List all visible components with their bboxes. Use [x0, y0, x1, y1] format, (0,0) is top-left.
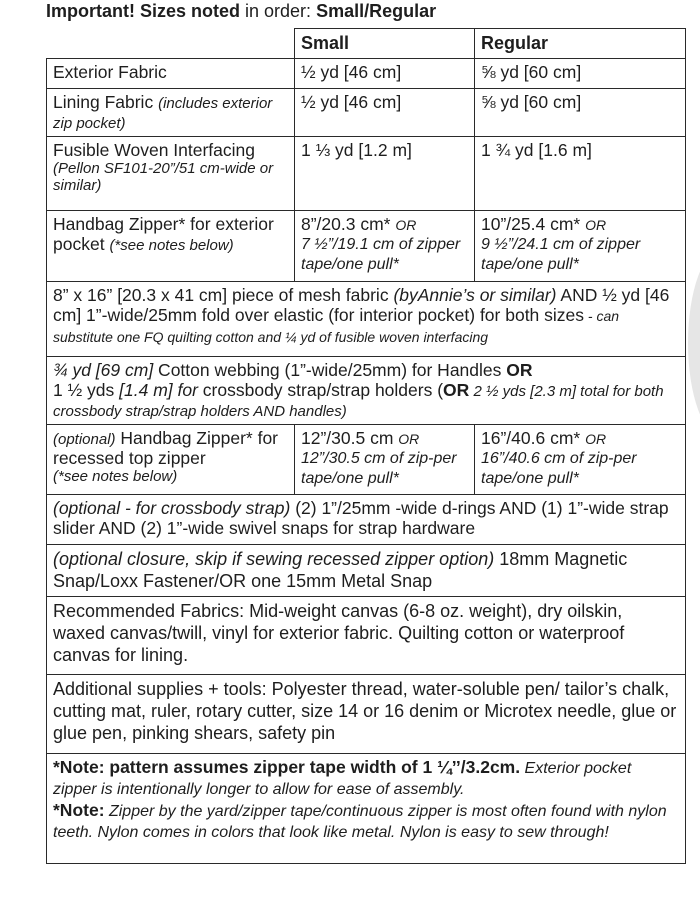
value-small: 1 ⅓ yd [1.2 m]: [295, 137, 475, 211]
closure-row: [47, 545, 686, 597]
dring-row: [47, 495, 686, 545]
notes-row: [47, 754, 686, 864]
heading-order: Small/Regular: [316, 1, 437, 21]
row-label: Handbag Zipper* for exterior pocket: [53, 214, 274, 254]
table-row: [47, 59, 686, 89]
value-small: 12”/30.5 cm: [301, 428, 394, 448]
row-note: (*see notes below): [53, 468, 178, 485]
value-regular: ⅝ yd [60 cm]: [475, 89, 686, 137]
column-small: Small: [295, 29, 475, 59]
row-note: (Pellon SF101-20”/51 cm-wide or similar): [53, 160, 274, 194]
value-regular-alt: 16”/40.6 cm of zip-per tape/one pull*: [481, 450, 637, 487]
mesh-row: [47, 282, 686, 357]
row-label: Exterior Fabric: [47, 59, 295, 89]
table-row: [47, 754, 686, 864]
column-regular: Regular: [475, 29, 686, 59]
note-1-bold: *Note: pattern assumes zipper tape width of 1 ¼’’/3.2cm.: [53, 757, 521, 777]
mesh-brand: (byAnnie’s or similar): [393, 285, 557, 305]
table-row: [47, 597, 686, 675]
webbing-paren: (: [437, 380, 444, 400]
optional-tag: (optional closure, skip if sewing recessed zipper option): [53, 549, 495, 569]
table-row: [47, 545, 686, 597]
mesh-substitute: - can substitute one FQ quilting cotton and ¼ yd of fusible woven interfacing: [53, 308, 620, 345]
row-label-cell: [47, 89, 295, 137]
webbing-text: Cotton webbing (1”-wide/25mm) for Handles: [153, 360, 507, 380]
or-label: OR: [585, 217, 607, 233]
value-regular-cell: [475, 211, 686, 282]
table-row: [47, 675, 686, 754]
webbing-text-3: crossbody strap/strap holders: [197, 380, 438, 400]
heading-bold: Important! Sizes noted: [46, 1, 241, 21]
table-row: [47, 425, 686, 495]
row-label: Lining Fabric: [53, 92, 154, 112]
value-small: ½ yd [46 cm]: [295, 59, 475, 89]
dring-text: (2) 1”/25mm -wide d-rings AND (1) 1”-wide strap slider AND (2) 1”-wide swivel snaps for strap hardware: [53, 498, 669, 538]
row-label-cell: [47, 211, 295, 282]
note-2-text: Zipper by the yard/zipper tape/continuous zipper is most often found with nylon teeth. Nylon comes in colors that look like metal. Nylon is easy to sew through!: [53, 803, 667, 841]
or-label: OR: [585, 431, 607, 447]
value-regular: 16”/40.6 cm*: [481, 428, 581, 448]
value-small-alt: 7 ½”/19.1 cm of zipper tape/one pull*: [301, 236, 461, 273]
table-row: [47, 282, 686, 357]
value-small-cell: [295, 211, 475, 282]
note-1-text: Exterior pocket zipper is intentionally longer to allow for ease of assembly.: [53, 760, 632, 798]
heading-rest: in order:: [240, 1, 317, 21]
value-regular: 1 ¾ yd [1.6 m]: [475, 137, 686, 211]
optional-tag: (optional): [53, 431, 116, 448]
row-label-cell: [47, 425, 295, 495]
table-row: [47, 211, 686, 282]
value-regular-alt: 9 ½”/24.1 cm of zipper tape/one pull*: [481, 236, 641, 273]
value-regular: 10”/25.4 cm*: [481, 214, 581, 234]
webbing-alt: 2 ½ yds [2.3 m] total for both crossbody strap/strap holders AND handles): [53, 383, 664, 420]
value-small: 8”/20.3 cm*: [301, 214, 391, 234]
or-label: OR: [398, 431, 420, 447]
or-label: OR: [395, 217, 417, 233]
webbing-qty-2: [1.4 m] for: [119, 380, 198, 400]
webbing-or: OR: [506, 360, 533, 380]
table-row: [47, 89, 686, 137]
supplies-row: Additional supplies + tools: Polyester thread, water-soluble pen/ tailor’s chalk, cutting mat, ruler, rotary cutter, size 14 or 16 denim or Microtex needle, glue or glue pen, pinking shears, safety pin: [47, 675, 686, 754]
webbing-or-2: OR: [443, 380, 470, 400]
webbing-text-2: 1 ½ yds: [53, 380, 120, 400]
table-row: [47, 495, 686, 545]
row-note: (*see notes below): [109, 237, 234, 254]
table-row: [47, 137, 686, 211]
row-label: Handbag Zipper* for recessed top zipper: [53, 428, 279, 468]
table-header-row: [47, 29, 686, 59]
row-note: (includes exterior zip pocket): [53, 95, 273, 132]
supplies-table: [46, 28, 686, 864]
header-empty-cell: [47, 29, 295, 59]
value-regular-cell: [475, 425, 686, 495]
value-small: ½ yd [46 cm]: [295, 89, 475, 137]
value-regular: ⅝ yd [60 cm]: [475, 59, 686, 89]
recommended-row: Recommended Fabrics: Mid-weight canvas (6-8 oz. weight), dry oilskin, waxed canvas/twill, vinyl for exterior fabric. Quilting cotton or waterproof canvas for lining.: [47, 597, 686, 675]
row-label: Fusible Woven Interfacing: [53, 140, 256, 160]
mesh-text-2: AND ½ yd [46 cm] 1”-wide/25mm fold over elastic (for interior pocket) for both sizes: [53, 285, 670, 325]
webbing-row: [47, 357, 686, 425]
side-decoration: [688, 248, 700, 438]
value-small-cell: [295, 425, 475, 495]
note-2-bold: *Note:: [53, 800, 105, 820]
value-small-alt: 12”/30.5 cm of zip-per tape/one pull*: [301, 450, 457, 487]
page-heading: [46, 0, 436, 22]
row-label-cell: [47, 137, 295, 211]
table-row: [47, 357, 686, 425]
optional-tag: (optional - for crossbody strap): [53, 498, 291, 518]
mesh-text: 8” x 16” [20.3 x 41 cm] piece of mesh fabric: [53, 285, 394, 305]
closure-text: 18mm Magnetic Snap/Loxx Fastener/OR one 15mm Metal Snap: [53, 549, 628, 591]
webbing-qty: ¾ yd [69 cm]: [53, 360, 154, 380]
